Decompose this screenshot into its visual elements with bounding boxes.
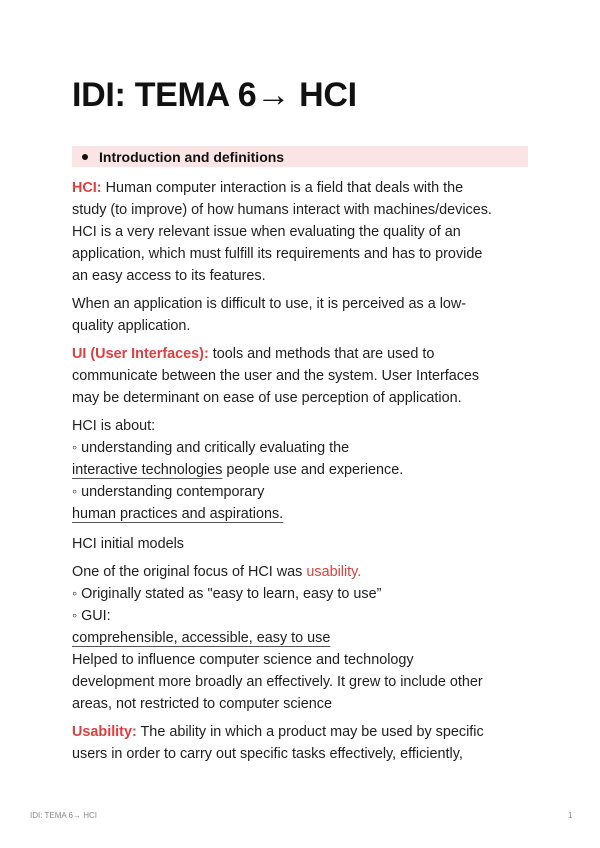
initial-models-heading: HCI initial models bbox=[72, 536, 184, 552]
lowq-line-1: When an application is difficult to use, it is perceived as a low- bbox=[72, 296, 467, 312]
ui-line-1: tools and methods that are used to bbox=[208, 346, 435, 362]
focus-pre: One of the original focus of HCI was bbox=[72, 564, 307, 580]
about-line-3-rest: people use and experience. bbox=[222, 462, 404, 478]
hci-line-4: application, which must fulfill its requirements and has to provide bbox=[72, 246, 483, 262]
about-line-2: ◦ understanding and critically evaluating the bbox=[72, 440, 350, 456]
gui-qualities: comprehensible, accessible, easy to use bbox=[72, 630, 331, 646]
low-quality-paragraph bbox=[72, 293, 532, 337]
hci-line-2: study (to improve) of how humans interact with machines/devices. bbox=[72, 202, 492, 218]
toggle-label: Introduction and definitions bbox=[99, 148, 285, 165]
hci-term: HCI: bbox=[72, 180, 102, 196]
ui-term: UI (User Interfaces): bbox=[72, 346, 209, 362]
bullet-icon bbox=[82, 154, 88, 160]
usability-term-inline: usability. bbox=[306, 564, 362, 580]
ui-line-3: may be determinant on ease of use perception of application. bbox=[72, 390, 462, 406]
focus-paragraph bbox=[72, 561, 532, 715]
human-practices-link: human practices and aspirations. bbox=[72, 506, 284, 522]
page-number: 1 bbox=[568, 811, 573, 820]
focus-line-5: Helped to influence computer science and technology bbox=[72, 652, 414, 668]
ui-line-2: communicate between the user and the system. User Interfaces bbox=[72, 368, 480, 384]
focus-line-7: areas, not restricted to computer science bbox=[72, 696, 332, 712]
about-line-1: HCI is about: bbox=[72, 418, 156, 434]
ui-definition bbox=[72, 343, 532, 409]
focus-line-6: development more broadly an effectively. It grew to include other bbox=[72, 674, 483, 690]
hci-about bbox=[72, 415, 532, 525]
focus-line-3: ◦ GUI: bbox=[72, 608, 111, 624]
about-line-4: ◦ understanding contemporary bbox=[72, 484, 265, 500]
usability-line-2: users in order to carry out specific tasks effectively, efficiently, bbox=[72, 746, 463, 762]
hci-line-3: HCI is a very relevant issue when evaluating the quality of an bbox=[72, 224, 461, 240]
interactive-technologies-link: interactive technologies bbox=[72, 462, 223, 478]
focus-line-2: ◦ Originally stated as "easy to learn, easy to use” bbox=[72, 586, 382, 602]
usability-line-1: The ability in which a product may be used by specific bbox=[136, 724, 484, 740]
lowq-line-2: quality application. bbox=[72, 318, 191, 334]
usability-definition bbox=[72, 721, 532, 765]
usability-term: Usability: bbox=[72, 724, 137, 740]
page-title: IDI: TEMA 6→ HCI bbox=[72, 76, 357, 114]
footer-title: IDI: TEMA 6→ HCI bbox=[30, 811, 97, 820]
hci-line-5: an easy access to its features. bbox=[72, 268, 266, 284]
hci-line-1: Human computer interaction is a field that deals with the bbox=[101, 180, 464, 196]
hci-definition bbox=[72, 177, 532, 287]
toggle-introduction[interactable] bbox=[72, 146, 528, 167]
